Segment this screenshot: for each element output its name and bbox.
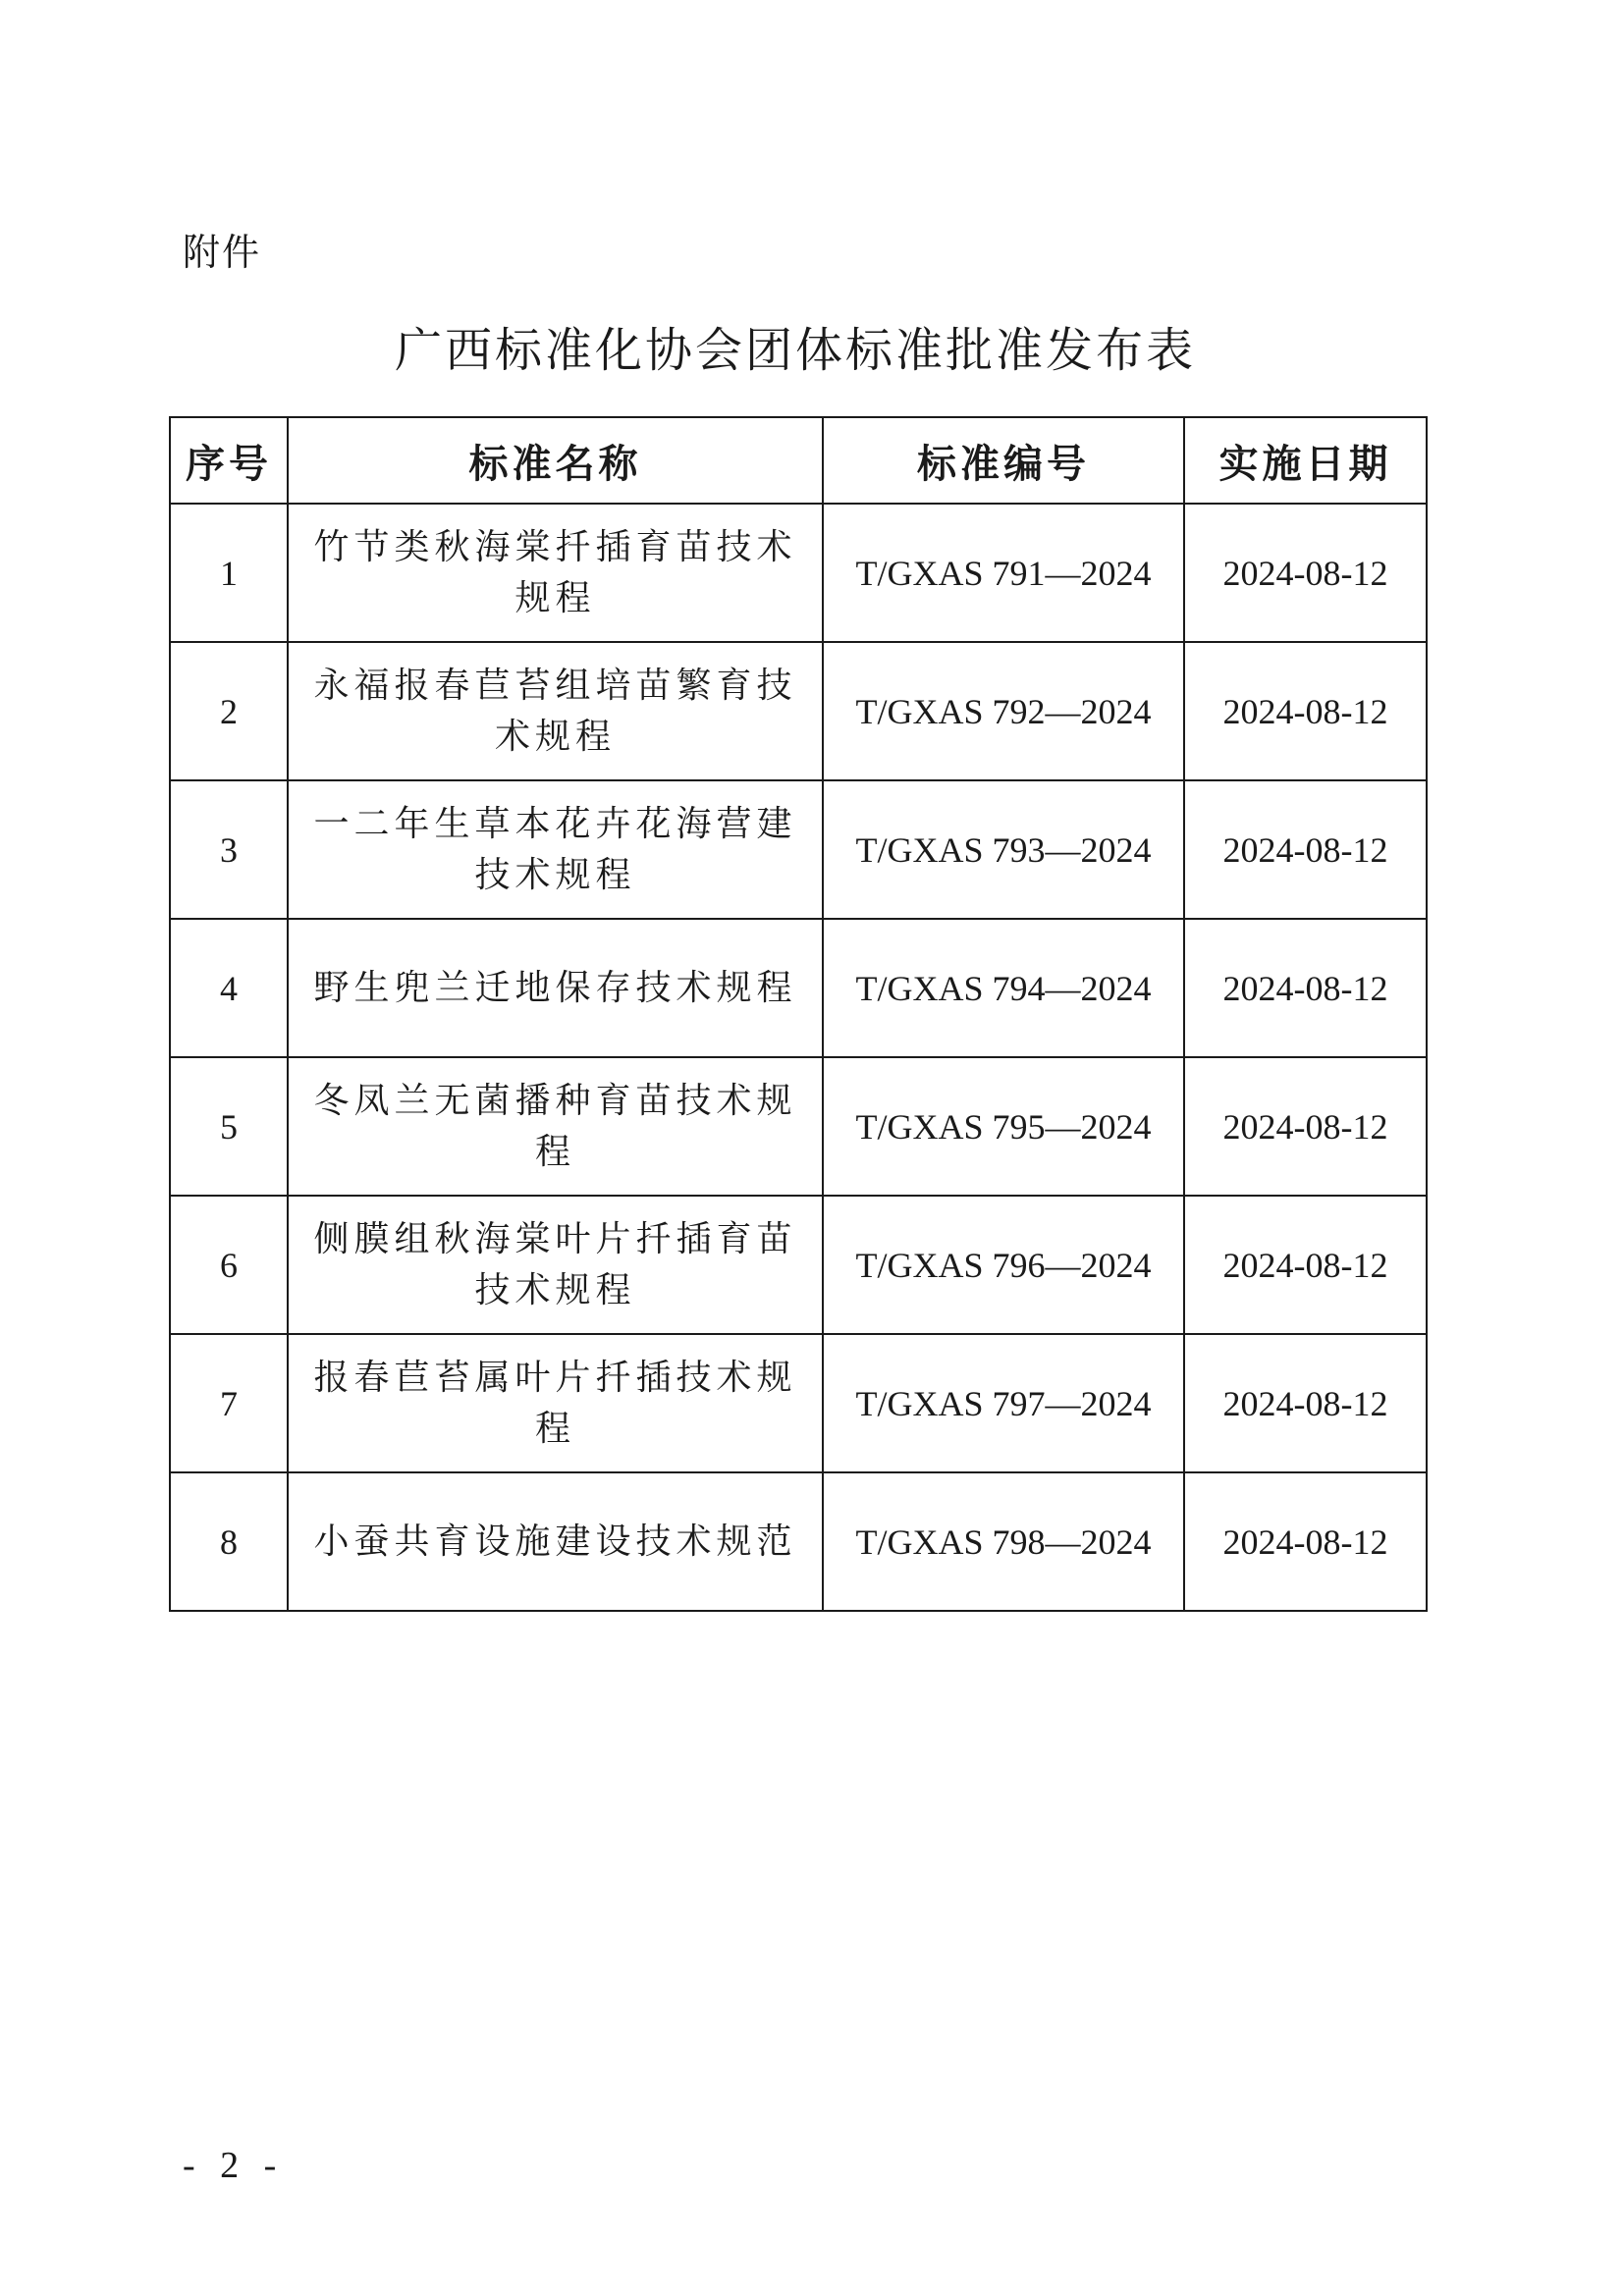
row-seq: 3 [170,780,288,919]
header-code: 标准编号 [823,417,1184,504]
header-seq: 序号 [170,417,288,504]
row-code: T/GXAS 796—2024 [823,1196,1184,1334]
row-date: 2024-08-12 [1184,919,1427,1057]
row-name: 冬凤兰无菌播种育苗技术规程 [288,1057,823,1196]
table-row [170,1057,1427,1196]
table-row [170,780,1427,919]
table-body [170,504,1427,1611]
row-name: 侧膜组秋海棠叶片扦插育苗技术规程 [288,1196,823,1334]
table-row [170,642,1427,780]
attachment-label: 附件 [183,231,262,274]
table-row [170,1334,1427,1472]
row-code: T/GXAS 797—2024 [823,1334,1184,1472]
row-date: 2024-08-12 [1184,1057,1427,1196]
row-date: 2024-08-12 [1184,1334,1427,1472]
header-date: 实施日期 [1184,417,1427,504]
row-seq: 2 [170,642,288,780]
row-seq: 6 [170,1196,288,1334]
row-name: 报春苣苔属叶片扦插技术规程 [288,1334,823,1472]
row-seq: 8 [170,1472,288,1611]
row-code: T/GXAS 798—2024 [823,1472,1184,1611]
row-date: 2024-08-12 [1184,1472,1427,1611]
row-name: 野生兜兰迁地保存技术规程 [288,919,823,1057]
row-date: 2024-08-12 [1184,504,1427,642]
row-seq: 7 [170,1334,288,1472]
row-code: T/GXAS 794—2024 [823,919,1184,1057]
table-row [170,1196,1427,1334]
table-row [170,504,1427,642]
row-name: 小蚕共育设施建设技术规范 [288,1472,823,1611]
row-date: 2024-08-12 [1184,780,1427,919]
row-name: 永福报春苣苔组培苗繁育技术规程 [288,642,823,780]
row-code: T/GXAS 795—2024 [823,1057,1184,1196]
standards-table [169,416,1428,1612]
row-seq: 5 [170,1057,288,1196]
table-row [170,919,1427,1057]
document-title: 广西标准化协会团体标准批准发布表 [394,323,1196,378]
row-code: T/GXAS 793—2024 [823,780,1184,919]
row-name: 竹节类秋海棠扦插育苗技术规程 [288,504,823,642]
row-date: 2024-08-12 [1184,1196,1427,1334]
row-seq: 1 [170,504,288,642]
header-name: 标准名称 [288,417,823,504]
row-date: 2024-08-12 [1184,642,1427,780]
row-seq: 4 [170,919,288,1057]
row-name: 一二年生草本花卉花海营建技术规程 [288,780,823,919]
row-code: T/GXAS 792—2024 [823,642,1184,780]
row-code: T/GXAS 791—2024 [823,504,1184,642]
table-header-row [170,417,1427,504]
table-row [170,1472,1427,1611]
page-number: - 2 - [183,2145,285,2186]
